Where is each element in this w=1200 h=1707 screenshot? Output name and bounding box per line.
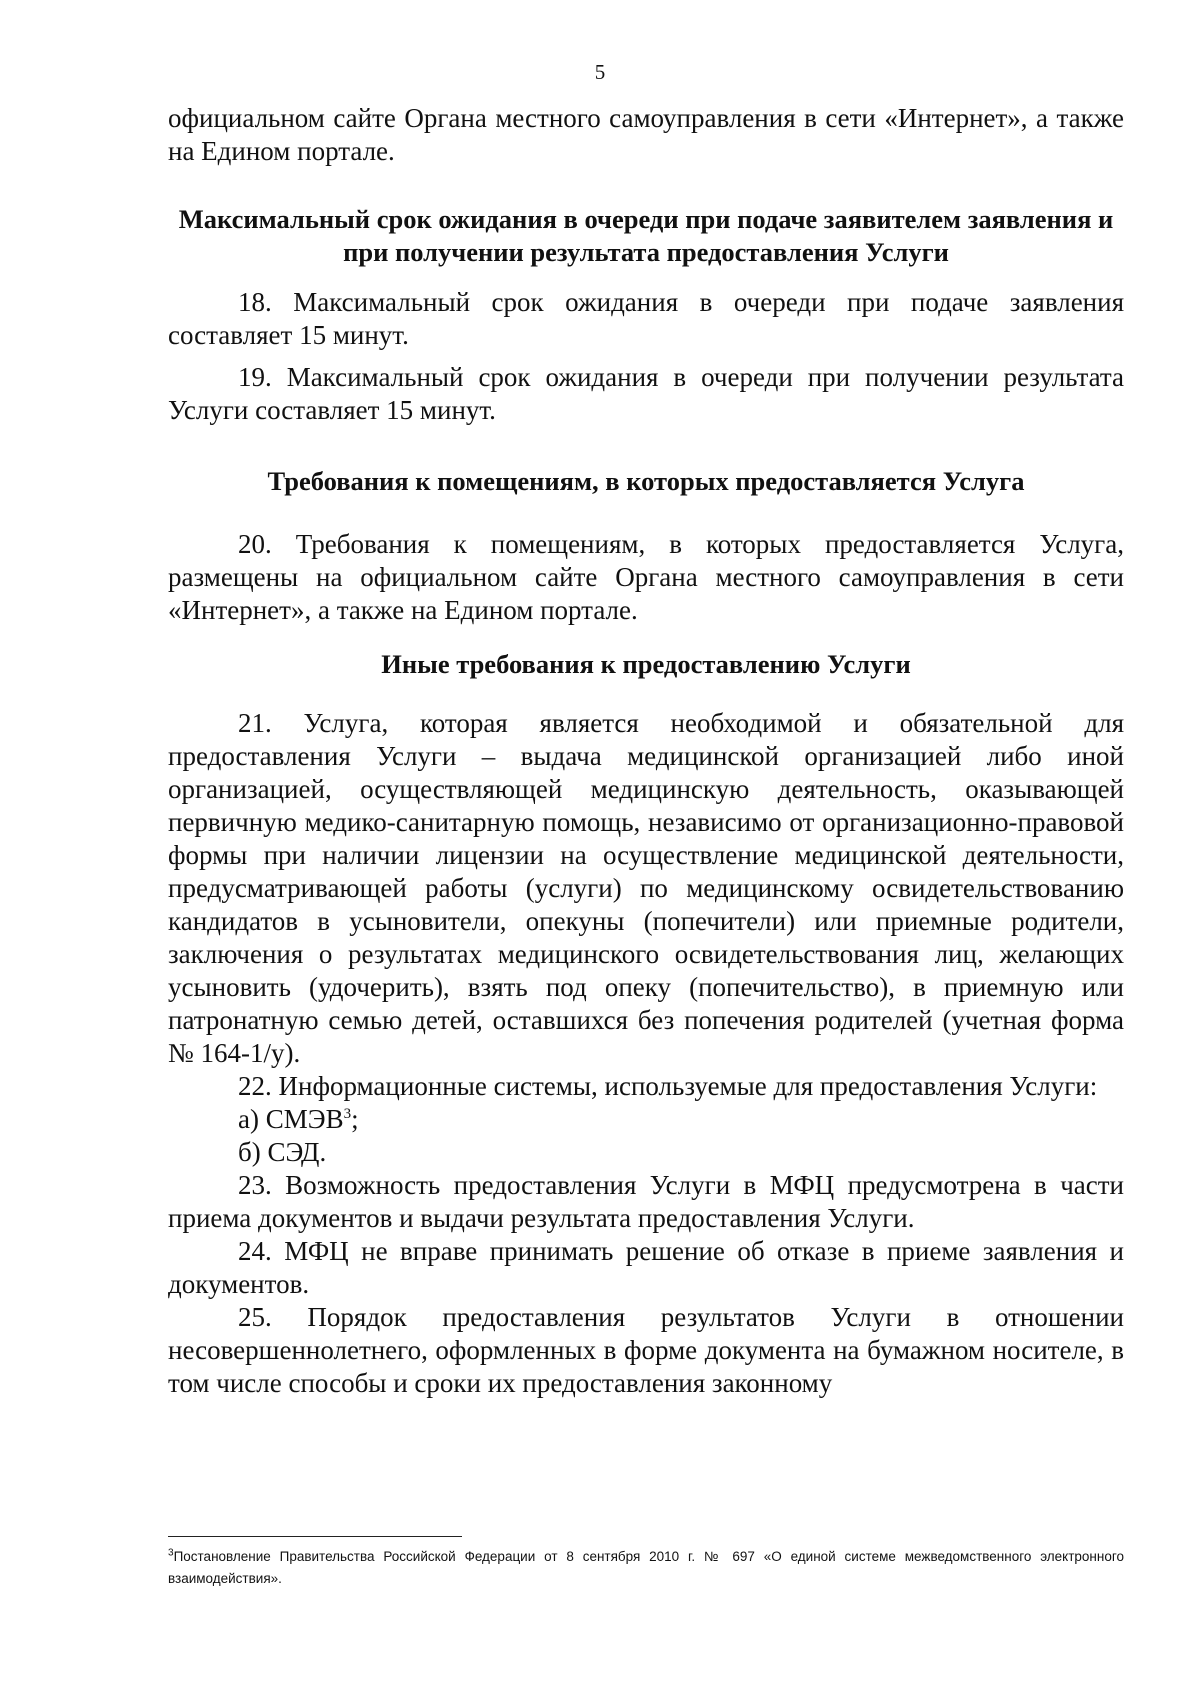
heading-wait-time: Максимальный срок ожидания в очереди при подаче заявителем заявления и при получении результата предоставления Услуги <box>178 204 1114 267</box>
premises-paragraph-block <box>168 528 1124 627</box>
paragraph-22: 22. Информационные системы, используемые для предоставления Услуги: <box>238 1071 1098 1101</box>
paragraph-19: 19. Максимальный срок ожидания в очереди при получении результата Услуги составляет 15 минут. <box>168 362 1124 425</box>
paragraph-22-item-b: б) СЭД. <box>238 1137 327 1167</box>
other-requirements-paragraphs <box>168 707 1124 1400</box>
footnote-marker: 3 <box>168 1547 174 1559</box>
item-a-text: а) СМЭВ <box>238 1104 344 1134</box>
wait-time-paragraphs <box>168 286 1124 427</box>
intro-paragraph: официальном сайте Органа местного самоуправления в сети «Интернет», а также на Едином портале. <box>168 103 1124 166</box>
heading-other-requirements: Иные требования к предоставлению Услуги <box>381 649 911 679</box>
paragraph-21: 21. Услуга, которая является необходимой и обязательной для предоставления Услуги – выдача медицинской организацией либо иной организацией, осуществляющей медицинскую деятельность, оказывающей первичную медико-санитарную помощь, независимо от организационно-правовой формы при наличии лицензии на осуществление медицинской деятельности, предусматривающей работы (услуги) по медицинскому освидетельствованию кандидатов в усыновители, опекуны (попечители) или приемные родители, заключения о результатах медицинского освидетельствования лиц, желающих усыновить (удочерить), взять под опеку (попечительство), в приемную или патронатную семью детей, оставшихся без попечения родителей (учетная форма № 164-1/у). <box>168 708 1124 1068</box>
intro-paragraph-block <box>168 102 1124 168</box>
footnote-text: Постановление Правительства Российской Федерации от 8 сентября 2010 г. № 697 «О единой системе межведомственного электронного взаимодействия». <box>168 1549 1124 1586</box>
footnote-reference: 3 <box>343 1106 352 1122</box>
paragraph-23: 23. Возможность предоставления Услуги в МФЦ предусмотрена в части приема документов и выдачи результата предоставления Услуги. <box>168 1170 1124 1233</box>
paragraph-22-item-a <box>168 1103 1124 1136</box>
paragraph-20: 20. Требования к помещениям, в которых предоставляется Услуга, размещены на официальном сайте Органа местного самоуправления в сети «Интернет», а также на Едином портале. <box>168 529 1124 625</box>
paragraph-18: 18. Максимальный срок ожидания в очереди при подаче заявления составляет 15 минут. <box>168 287 1124 350</box>
paragraph-24: 24. МФЦ не вправе принимать решение об отказе в приеме заявления и документов. <box>168 1236 1124 1299</box>
heading-premises: Требования к помещениям, в которых предоставляется Услуга <box>267 466 1025 496</box>
paragraph-25: 25. Порядок предоставления результатов Услуги в отношении несовершеннолетнего, оформленных в форме документа на бумажном носителе, в том числе способы и сроки их предоставления законному <box>168 1302 1124 1398</box>
item-a-tail: ; <box>351 1104 359 1134</box>
footnote-separator <box>168 1536 462 1537</box>
footnote <box>168 1546 1124 1590</box>
page-number: 5 <box>594 60 606 84</box>
